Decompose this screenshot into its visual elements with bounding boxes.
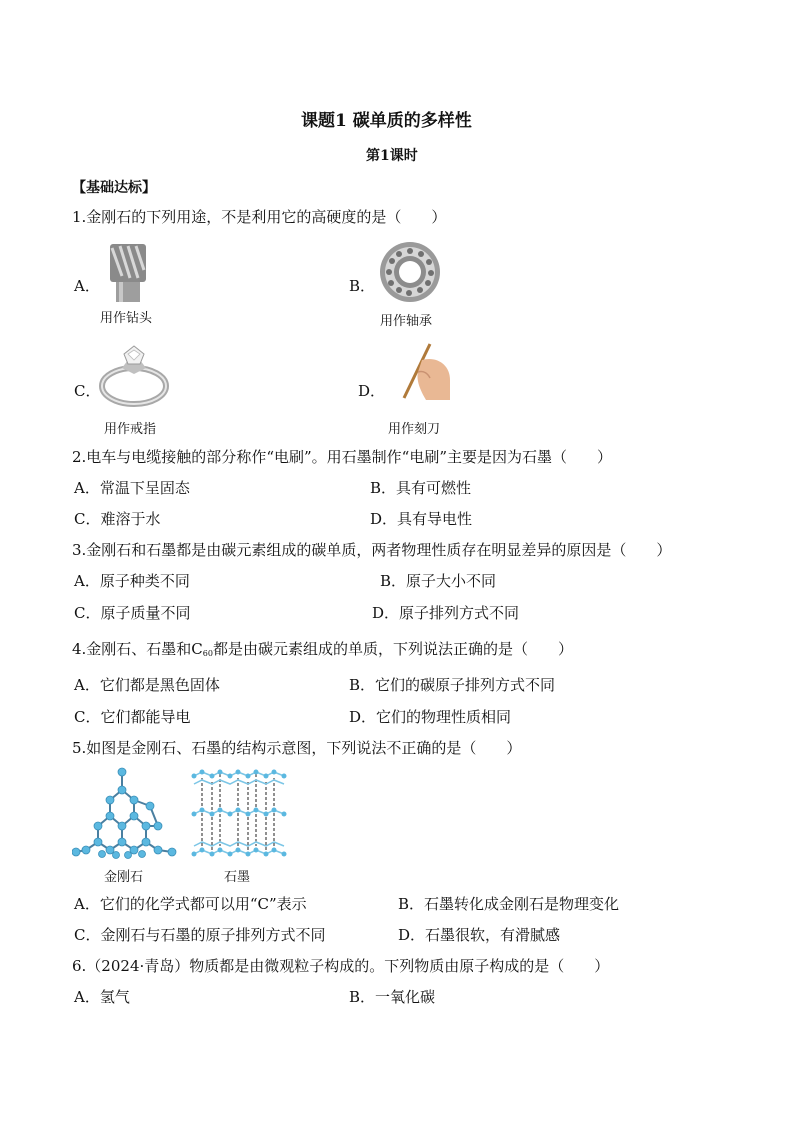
question-2-stem: 2.电车与电缆接触的部分称作“电刷”。用石墨制作“电刷”主要是因为石墨（ ） (72, 448, 612, 466)
question-5-stem: 5.如图是金刚石、石墨的结构示意图，下列说法不正确的是（ ） (72, 739, 522, 757)
q1-option-c-letter[interactable]: C． (74, 382, 101, 400)
q3-option-b[interactable]: B．原子大小不同 (380, 572, 497, 590)
q4-option-b[interactable]: B．它们的碳原子排列方式不同 (349, 676, 556, 694)
diamond-structure-diagram (72, 766, 182, 862)
page-title: 课题1 碳单质的多样性 (301, 111, 472, 131)
q4-stem-subscript: 60 (202, 649, 213, 658)
question-6-stem: 6.（2024·青岛）物质都是由微观粒子构成的。下列物质由原子构成的是（ ） (72, 957, 610, 975)
q4-stem-post: 都是由碳元素组成的单质，下列说法正确的是（ ） (212, 640, 573, 658)
drill-bit-icon (104, 240, 152, 308)
q2-option-d[interactable]: D．具有导电性 (370, 510, 473, 528)
q1-option-d-caption: 用作刻刀 (388, 422, 441, 437)
q4-option-c[interactable]: C．它们都能导电 (74, 708, 191, 726)
q3-option-a[interactable]: A．原子种类不同 (74, 572, 190, 590)
q3-option-c[interactable]: C．原子质量不同 (74, 604, 191, 622)
q5-option-b[interactable]: B．石墨转化成金刚石是物理变化 (398, 895, 620, 913)
question-4-stem (72, 638, 573, 659)
question-3-stem: 3.金刚石和石墨都是由碳元素组成的碳单质，两者物理性质存在明显差异的原因是（ ） (72, 541, 672, 559)
q3-option-d[interactable]: D．原子排列方式不同 (372, 604, 520, 622)
diamond-label: 金刚石 (104, 870, 144, 885)
q2-option-c[interactable]: C．难溶于水 (74, 510, 161, 528)
q5-option-a[interactable]: A．它们的化学式都可以用“C”表示 (74, 895, 307, 913)
q1-option-d-letter[interactable]: D． (358, 382, 386, 400)
bearing-icon (378, 240, 442, 304)
q6-option-b[interactable]: B．一氧化碳 (349, 988, 436, 1006)
q1-option-b-caption: 用作轴承 (380, 314, 433, 329)
q4-stem-pre: 4.金刚石、石墨和C (72, 640, 203, 658)
q1-option-a-caption: 用作钻头 (100, 311, 153, 326)
q1-option-c-caption: 用作戒指 (104, 422, 157, 437)
q1-option-a-letter[interactable]: A． (74, 277, 100, 295)
graphite-label: 石墨 (224, 870, 251, 885)
q5-option-c[interactable]: C．金刚石与石墨的原子排列方式不同 (74, 926, 326, 944)
graphite-structure-diagram (190, 766, 288, 862)
q2-option-a[interactable]: A．常温下呈固态 (74, 479, 190, 497)
q4-option-d[interactable]: D．它们的物理性质相同 (349, 708, 512, 726)
ring-icon (94, 342, 170, 410)
q6-option-a[interactable]: A．氢气 (74, 988, 130, 1006)
section-heading: 【基础达标】 (72, 180, 156, 196)
question-1-stem: 1.金刚石的下列用途，不是利用它的高硬度的是（ ） (72, 208, 447, 226)
lesson-subtitle: 第1课时 (366, 148, 418, 164)
q5-option-d[interactable]: D．石墨很软，有滑腻感 (398, 926, 561, 944)
q1-option-b-letter[interactable]: B． (349, 277, 376, 295)
q4-option-a[interactable]: A．它们都是黑色固体 (74, 676, 220, 694)
engraving-knife-icon (396, 340, 456, 402)
q2-option-b[interactable]: B．具有可燃性 (370, 479, 472, 497)
